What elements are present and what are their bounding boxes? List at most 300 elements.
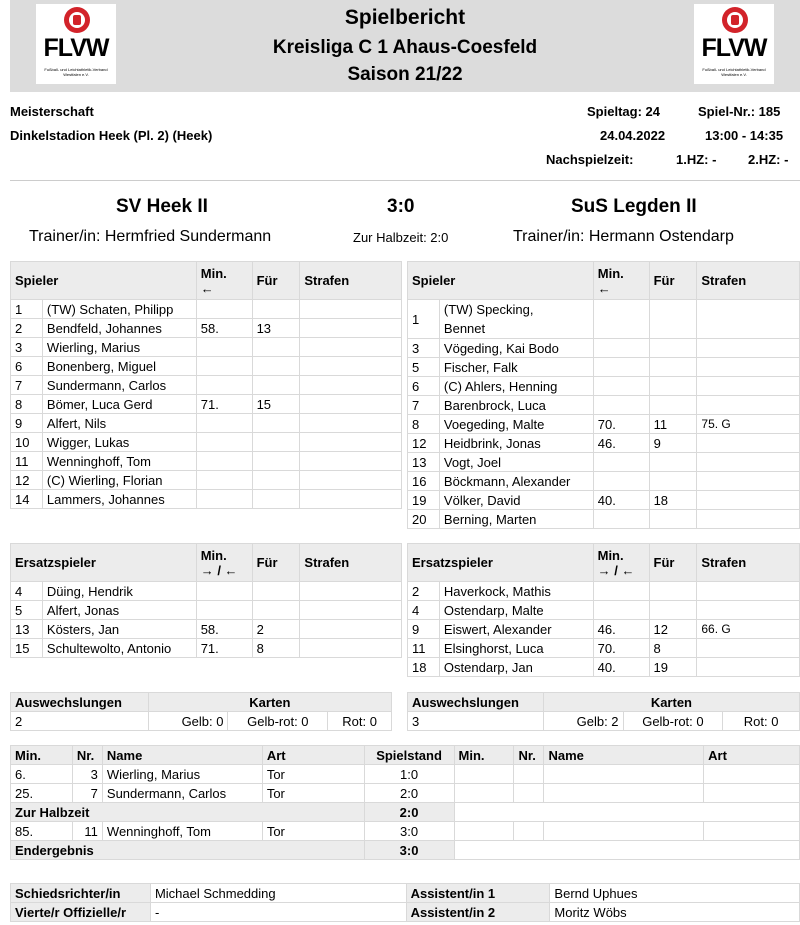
sub-minute — [196, 452, 252, 471]
player-number: 12 — [11, 471, 43, 490]
player-name: Barenbrock, Luca — [439, 396, 593, 415]
matchday: Spieltag: 24 — [587, 104, 660, 119]
fourth-official-name: - — [150, 903, 406, 922]
table-row — [408, 300, 800, 339]
player-name: Voegeding, Malte — [439, 415, 593, 434]
penalty — [697, 377, 800, 396]
player-number: 4 — [11, 582, 43, 601]
sub-minute — [593, 339, 649, 358]
col-nr: Nr. — [514, 746, 544, 765]
player-number: 19 — [408, 491, 440, 510]
player-number: 2 — [408, 582, 440, 601]
penalty — [697, 472, 800, 491]
col-for: Für — [649, 262, 697, 300]
goal-row — [11, 784, 800, 803]
player-name: Lammers, Johannes — [42, 490, 196, 509]
assistant2-name: Moritz Wöbs — [550, 903, 800, 922]
yellow-cards: Gelb: 0 — [148, 712, 228, 731]
player-number: 7 — [408, 396, 440, 415]
player-name: Alfert, Jonas — [42, 601, 196, 620]
goal-minute: 6. — [11, 765, 73, 784]
player-name: Wenninghoff, Tom — [42, 452, 196, 471]
sub-for — [252, 452, 300, 471]
goal-score: 3:0 — [364, 822, 454, 841]
table-row — [408, 377, 800, 396]
col-for: Für — [252, 544, 300, 582]
table-header — [408, 544, 800, 582]
player-number: 8 — [11, 395, 43, 414]
logo-subtitle: Fußball- und Leichtathletik-Verband Westfalen e.V. — [44, 67, 108, 77]
table-row — [11, 433, 402, 452]
sub-for — [252, 490, 300, 509]
player-name: Völker, David — [439, 491, 593, 510]
penalty — [697, 358, 800, 377]
col-for: Für — [252, 262, 300, 300]
penalty — [300, 433, 402, 452]
table-row — [408, 434, 800, 453]
match-time: 13:00 - 14:35 — [705, 128, 784, 143]
sub-minute — [593, 377, 649, 396]
summary-header — [408, 693, 800, 712]
table-row — [11, 471, 402, 490]
penalty — [300, 452, 402, 471]
sub-for — [649, 601, 697, 620]
goal-scorer: Sundermann, Carlos — [102, 784, 262, 803]
table-row — [11, 376, 402, 395]
table-row — [408, 510, 800, 529]
col-player: Spieler — [408, 262, 594, 300]
goal-scorer: Wenninghoff, Tom — [102, 822, 262, 841]
final-score: 3:0 — [364, 841, 454, 860]
sub-minute: 58. — [196, 319, 252, 338]
player-number: 15 — [11, 639, 43, 658]
goals-header — [11, 746, 800, 765]
sub-minute — [593, 601, 649, 620]
extra-time-second-half: 2.HZ: - — [748, 152, 789, 167]
penalty — [300, 414, 402, 433]
col-type: Art — [262, 746, 364, 765]
player-name: Schultewolto, Antonio — [42, 639, 196, 658]
sub-for: 13 — [252, 319, 300, 338]
table-row — [11, 395, 402, 414]
table-header — [11, 262, 402, 300]
penalty — [300, 319, 402, 338]
player-name: Haverkock, Mathis — [439, 582, 593, 601]
player-number: 1 — [11, 300, 43, 319]
goal-score: 1:0 — [364, 765, 454, 784]
col-type: Art — [704, 746, 800, 765]
player-name: Ostendarp, Malte — [439, 601, 593, 620]
player-number: 12 — [408, 434, 440, 453]
table-row — [11, 620, 402, 639]
player-name-line: (TW) Specking, — [443, 302, 534, 317]
player-name: Wierling, Marius — [42, 338, 196, 357]
penalty — [300, 639, 402, 658]
penalty — [300, 376, 402, 395]
sub-for: 8 — [649, 639, 697, 658]
sub-minute: 70. — [593, 415, 649, 434]
flvw-logo-right — [694, 4, 774, 84]
season: Saison 21/22 — [347, 64, 463, 85]
penalty — [300, 601, 402, 620]
player-name-line: Bennet — [443, 321, 486, 336]
sub-for — [252, 357, 300, 376]
empty-cell — [514, 822, 544, 841]
col-penalty: Strafen — [300, 262, 402, 300]
halftime-score: 2:0 — [364, 803, 454, 822]
player-name: (C) Ahlers, Henning — [439, 377, 593, 396]
player-name: Elsinghorst, Luca — [439, 639, 593, 658]
sub-for: 19 — [649, 658, 697, 677]
sub-for — [252, 300, 300, 319]
penalty — [697, 300, 800, 339]
table-header — [408, 262, 800, 300]
home-subs-table — [10, 543, 402, 658]
sub-minute — [196, 433, 252, 452]
horse-emblem-icon — [722, 7, 748, 33]
penalty — [697, 339, 800, 358]
player-number: 1 — [408, 300, 440, 339]
player-name: Vögeding, Kai Bodo — [439, 339, 593, 358]
extra-time-first-half: 1.HZ: - — [676, 152, 717, 167]
sub-for: 8 — [252, 639, 300, 658]
player-number: 4 — [408, 601, 440, 620]
player-number: 10 — [11, 433, 43, 452]
penalty — [697, 582, 800, 601]
player-name: (TW) Schaten, Philipp — [42, 300, 196, 319]
player-name: Sundermann, Carlos — [42, 376, 196, 395]
table-row — [408, 472, 800, 491]
goal-type: Tor — [262, 822, 364, 841]
player-name: Böckmann, Alexander — [439, 472, 593, 491]
empty-cell — [454, 784, 514, 803]
summary-row — [408, 712, 800, 731]
goal-player-number: 7 — [72, 784, 102, 803]
sub-for — [252, 582, 300, 601]
empty-cell — [544, 784, 704, 803]
sub-for — [649, 453, 697, 472]
sub-minute: 71. — [196, 639, 252, 658]
sub-minute — [196, 300, 252, 319]
penalty — [697, 658, 800, 677]
player-name: Berning, Marten — [439, 510, 593, 529]
fourth-official-label: Vierte/r Offizielle/r — [11, 903, 151, 922]
player-name: Düing, Hendrik — [42, 582, 196, 601]
assistant1-label: Assistent/in 1 — [406, 884, 550, 903]
goal-scorer: Wierling, Marius — [102, 765, 262, 784]
goal-player-number: 11 — [72, 822, 102, 841]
away-team: SuS Legden II — [571, 196, 697, 217]
penalty — [300, 620, 402, 639]
player-name: Alfert, Nils — [42, 414, 196, 433]
player-number: 9 — [408, 620, 440, 639]
extra-time-label: Nachspielzeit: — [546, 152, 634, 167]
sub-for — [649, 358, 697, 377]
table-row — [11, 490, 402, 509]
table-row — [408, 339, 800, 358]
referee-name: Michael Schmedding — [150, 884, 406, 903]
player-name: Wigger, Lukas — [42, 433, 196, 452]
sub-minute — [196, 376, 252, 395]
sub-for: 11 — [649, 415, 697, 434]
col-min: Min. — [11, 746, 73, 765]
away-subs-table — [407, 543, 800, 677]
venue: Dinkelstadion Heek (Pl. 2) (Heek) — [10, 128, 213, 143]
competition: Meisterschaft — [10, 104, 94, 119]
assistant2-label: Assistent/in 2 — [406, 903, 550, 922]
officials-row — [11, 903, 800, 922]
goal-type: Tor — [262, 784, 364, 803]
subs-count: 3 — [408, 712, 544, 731]
table-row — [11, 414, 402, 433]
table-row — [11, 452, 402, 471]
player-number: 7 — [11, 376, 43, 395]
red-cards: Rot: 0 — [723, 712, 800, 731]
sub-for — [252, 338, 300, 357]
empty-cell — [704, 784, 800, 803]
col-for: Für — [649, 544, 697, 582]
penalty — [697, 453, 800, 472]
sub-for: 12 — [649, 620, 697, 639]
player-number: 16 — [408, 472, 440, 491]
player-name: Bömer, Luca Gerd — [42, 395, 196, 414]
referee-label: Schiedsrichter/in — [11, 884, 151, 903]
player-name: Fischer, Falk — [439, 358, 593, 377]
sub-minute: 58. — [196, 620, 252, 639]
empty-cell — [544, 765, 704, 784]
table-row — [408, 415, 800, 434]
player-number: 9 — [11, 414, 43, 433]
divider — [10, 180, 800, 181]
page-title: Spielbericht — [344, 6, 466, 29]
empty-cell — [704, 765, 800, 784]
goals-table — [10, 745, 800, 860]
col-name: Name — [102, 746, 262, 765]
penalty — [697, 510, 800, 529]
sub-for — [649, 582, 697, 601]
final-row — [11, 841, 800, 860]
yellow-red-cards: Gelb-rot: 0 — [228, 712, 328, 731]
sub-minute — [196, 338, 252, 357]
col-min: Min. → / ← — [196, 544, 252, 582]
empty-cell — [704, 822, 800, 841]
league-name: Kreisliga C 1 Ahaus-Coesfeld — [272, 37, 538, 58]
table-row — [408, 658, 800, 677]
penalty — [300, 300, 402, 319]
table-row — [408, 396, 800, 415]
penalty — [300, 395, 402, 414]
cards-label: Karten — [543, 693, 799, 712]
col-player: Spieler — [11, 262, 197, 300]
player-name: Eiswert, Alexander — [439, 620, 593, 639]
player-name: Ostendarp, Jan — [439, 658, 593, 677]
penalty — [697, 491, 800, 510]
logo-text: FLVW — [701, 34, 767, 62]
sub-minute — [196, 357, 252, 376]
goal-minute: 85. — [11, 822, 73, 841]
sub-for: 2 — [252, 620, 300, 639]
sub-for — [252, 471, 300, 490]
sub-minute — [196, 471, 252, 490]
goal-row — [11, 822, 800, 841]
col-penalty: Strafen — [697, 262, 800, 300]
sub-minute — [593, 358, 649, 377]
logo-text: FLVW — [43, 34, 109, 62]
player-number: 8 — [408, 415, 440, 434]
cards-label: Karten — [148, 693, 391, 712]
subs-label: Auswechslungen — [408, 693, 544, 712]
player-name: Bendfeld, Johannes — [42, 319, 196, 338]
assistant1-name: Bernd Uphues — [550, 884, 800, 903]
penalty — [300, 490, 402, 509]
table-row — [408, 453, 800, 472]
sub-minute: 40. — [593, 491, 649, 510]
away-trainer: Trainer/in: Hermann Ostendarp — [513, 228, 734, 245]
player-name: Vogt, Joel — [439, 453, 593, 472]
goal-type: Tor — [262, 765, 364, 784]
penalty: 75. G — [697, 415, 800, 434]
col-name: Name — [544, 746, 704, 765]
penalty — [300, 357, 402, 376]
table-row — [11, 338, 402, 357]
logo-subtitle: Fußball- und Leichtathletik-Verband Westfalen e.V. — [702, 67, 766, 77]
sub-for: 15 — [252, 395, 300, 414]
sub-minute — [593, 396, 649, 415]
sub-for — [649, 510, 697, 529]
match-date: 24.04.2022 — [600, 128, 666, 143]
sub-minute — [593, 472, 649, 491]
table-row — [11, 319, 402, 338]
col-min: Min. ← — [593, 262, 649, 300]
player-number: 13 — [11, 620, 43, 639]
col-nr: Nr. — [72, 746, 102, 765]
officials-table — [10, 883, 800, 922]
sub-minute — [593, 300, 649, 339]
table-row — [408, 639, 800, 658]
table-row — [11, 300, 402, 319]
sub-minute — [196, 414, 252, 433]
final-score: 3:0 — [387, 196, 415, 217]
player-number: 13 — [408, 453, 440, 472]
player-name: (C) Wierling, Florian — [42, 471, 196, 490]
player-number: 20 — [408, 510, 440, 529]
empty-cell — [454, 822, 514, 841]
table-row — [408, 620, 800, 639]
match-number: Spiel-Nr.: 185 — [698, 104, 781, 119]
penalty — [300, 338, 402, 357]
summary-header — [11, 693, 392, 712]
penalty — [300, 471, 402, 490]
penalty — [300, 582, 402, 601]
final-label: Endergebnis — [11, 841, 365, 860]
sub-for — [252, 433, 300, 452]
sub-minute — [196, 582, 252, 601]
penalty — [697, 601, 800, 620]
table-header — [11, 544, 402, 582]
table-row — [408, 491, 800, 510]
player-number: 14 — [11, 490, 43, 509]
player-name — [439, 300, 593, 339]
player-number: 3 — [408, 339, 440, 358]
goal-minute: 25. — [11, 784, 73, 803]
away-lineup-table — [407, 261, 800, 529]
col-penalty: Strafen — [697, 544, 800, 582]
col-penalty: Strafen — [300, 544, 402, 582]
home-team: SV Heek II — [116, 196, 208, 217]
sub-for — [252, 601, 300, 620]
table-row — [11, 357, 402, 376]
penalty — [697, 639, 800, 658]
sub-for — [252, 414, 300, 433]
player-number: 5 — [408, 358, 440, 377]
table-row — [11, 639, 402, 658]
col-min: Min. ← — [196, 262, 252, 300]
table-row — [408, 358, 800, 377]
empty-cell — [514, 765, 544, 784]
sub-minute — [593, 453, 649, 472]
penalty: 66. G — [697, 620, 800, 639]
col-min: Min. → / ← — [593, 544, 649, 582]
player-number: 2 — [11, 319, 43, 338]
sub-for — [649, 472, 697, 491]
sub-for — [649, 300, 697, 339]
sub-minute: 46. — [593, 434, 649, 453]
player-number: 18 — [408, 658, 440, 677]
sub-for — [649, 377, 697, 396]
empty-cell — [514, 784, 544, 803]
sub-minute: 70. — [593, 639, 649, 658]
halftime-label: Zur Halbzeit — [11, 803, 365, 822]
sub-for: 9 — [649, 434, 697, 453]
col-substitute: Ersatzspieler — [11, 544, 197, 582]
home-summary-table — [10, 692, 392, 731]
report-header — [10, 0, 800, 92]
goal-score: 2:0 — [364, 784, 454, 803]
player-name: Kösters, Jan — [42, 620, 196, 639]
yellow-cards: Gelb: 2 — [543, 712, 623, 731]
home-trainer: Trainer/in: Hermfried Sundermann — [29, 228, 272, 245]
home-lineup-table — [10, 261, 402, 509]
officials-row — [11, 884, 800, 903]
sub-minute: 46. — [593, 620, 649, 639]
sub-minute — [593, 510, 649, 529]
sub-minute — [593, 582, 649, 601]
sub-minute — [196, 490, 252, 509]
player-number: 6 — [408, 377, 440, 396]
subs-count: 2 — [11, 712, 149, 731]
sub-minute — [196, 601, 252, 620]
col-score: Spielstand — [364, 746, 454, 765]
col-substitute: Ersatzspieler — [408, 544, 594, 582]
goal-row — [11, 765, 800, 784]
sub-minute: 40. — [593, 658, 649, 677]
table-row — [11, 582, 402, 601]
player-name: Bonenberg, Miguel — [42, 357, 196, 376]
sub-for: 18 — [649, 491, 697, 510]
yellow-red-cards: Gelb-rot: 0 — [623, 712, 723, 731]
summary-row — [11, 712, 392, 731]
halftime-row — [11, 803, 800, 822]
penalty — [697, 434, 800, 453]
table-row — [408, 601, 800, 620]
empty-cell — [544, 822, 704, 841]
sub-for — [649, 396, 697, 415]
player-number: 5 — [11, 601, 43, 620]
halftime-score: Zur Halbzeit: 2:0 — [353, 230, 449, 245]
red-cards: Rot: 0 — [328, 712, 392, 731]
away-summary-table — [407, 692, 800, 731]
player-number: 6 — [11, 357, 43, 376]
